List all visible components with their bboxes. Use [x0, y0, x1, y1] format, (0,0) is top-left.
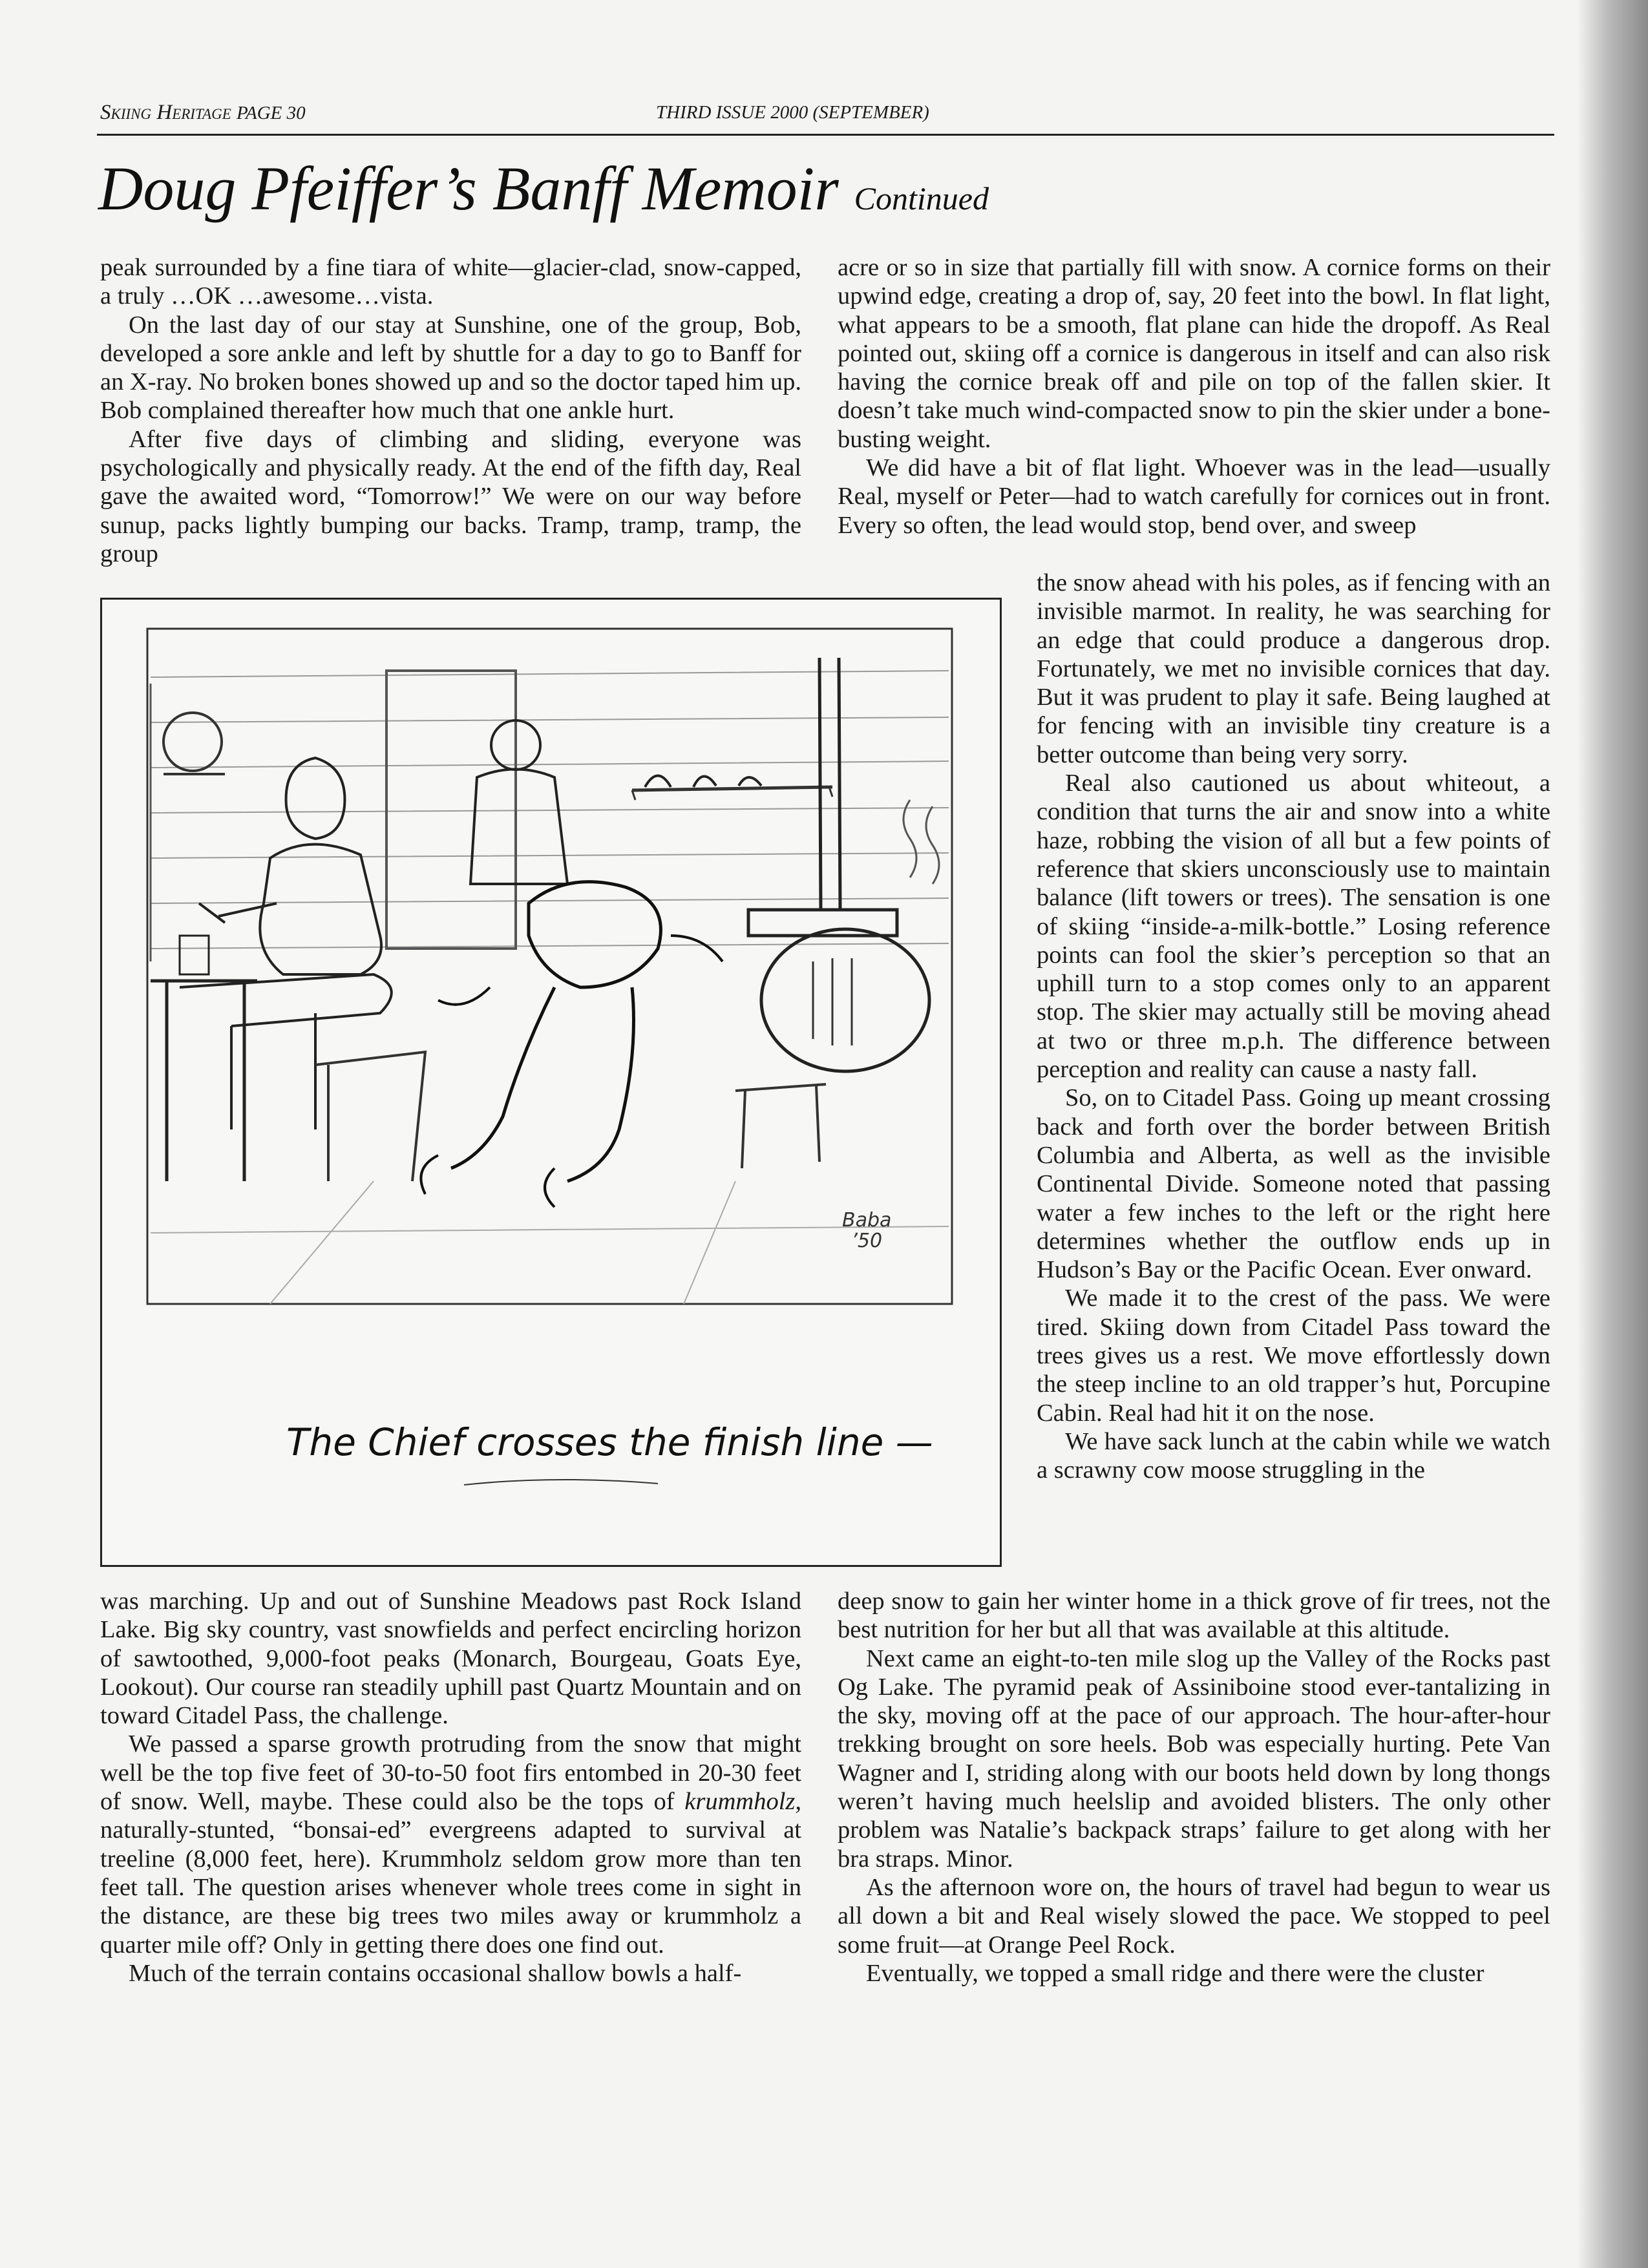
- paragraph: We made it to the crest of the pass. We were tired. Skiing down from Citadel Pass toward the trees gives us a rest. We move effortlessly down the steep incline to an old trapper’s hut, Porcupine Cabin. Real had hit it on the nose.: [1037, 1285, 1550, 1427]
- paragraph: As the afternoon wore on, the hours of travel had begun to wear us all down a bit and Real wisely slowed the pace. We stopped to peel some fruit—at Orange Peel Rock.: [838, 1873, 1550, 1958]
- paragraph: the snow ahead with his poles, as if fencing with an invisible marmot. In reality, he was searching for an edge that could produce a dangerous drop. Fortunately, we met no invisible cornices that day. But it was prudent to play it safe. Being laughed at for fencing with an invisible tiny creature is a better outcome than being very sorry.: [1037, 569, 1550, 768]
- paragraph: We passed a sparse growth protruding from the snow that might well be the top five feet of 30-to-50 foot firs entombed in 20-30 feet of snow. Well, maybe. These could also be the tops of krummholz, naturally-stunted, “bonsai-ed” evergreens adapted to survival at treeline (8,000 feet, here). Krummholz seldom grow more than ten feet tall. The question arises whenever whole trees come in sight in the distance, are these big trees two miles away or krummholz a quarter mile off? Only in getting there does one find out.: [100, 1730, 801, 1958]
- illustration-caption: The Chief crosses the finish line —: [286, 1420, 933, 1464]
- paragraph: Eventually, we topped a small ridge and there were the cluster: [866, 1959, 1484, 1987]
- page-edge-shadow: [1577, 0, 1648, 2268]
- paragraph: After five days of climbing and sliding, everyone was psychologically and physically ready. At the end of the fifth day, Real gave the awaited word, “Tomorrow!” We were on our way before sunup, packs lightly bumping our backs. Tramp, tramp, tramp, the group: [100, 425, 801, 567]
- paragraph: peak surrounded by a fine tiara of white—glacier-clad, snow-capped, a truly …OK …awesome…vista.: [100, 254, 801, 310]
- right-column-top: [838, 253, 1550, 540]
- running-header: [100, 97, 1554, 136]
- header-publication: Skiing Heritage PAGE 30: [100, 101, 306, 124]
- right-column-bottom: [838, 1587, 1550, 1988]
- header-rule: [97, 134, 1554, 136]
- paragraph: deep snow to gain her winter home in a thick grove of fir trees, not the best nutrition for her but all that was available at this altitude.: [838, 1588, 1550, 1644]
- paragraph: We have sack lunch at the cabin while we watch a scrawny cow moose struggling in the: [1037, 1427, 1550, 1484]
- paragraph: Real also cautioned us about whiteout, a condition that turns the air and snow into a white haze, robbing the vision of all but a few points of reference that skiers unconsciously use to maintain balance (lift towers or trees). The sensation is one of skiing “inside-a-milk-bottle.” Losing reference points can fool the skier’s perception so that an uphill turn to a stop comes only to an apparent stop. The skier may actually still be moving ahead at two or three m.p.h. The difference between perception and reality can cause a nasty fall.: [1037, 770, 1550, 1084]
- article-title: [98, 150, 1552, 237]
- paragraph: We did have a bit of flat light. Whoever was in the lead—usually Real, myself or Peter—had to watch carefully for cornices out in front. Every so often, the lead would stop, bend over, and sweep: [838, 454, 1550, 539]
- paragraph: On the last day of our stay at Sunshine, one of the group, Bob, developed a sore ankle and left by shuttle for a day to go to Banff for an X-ray. No broken bones showed up and so the doctor taped him up. Bob complained thereafter how much that one ankle hurt.: [100, 311, 801, 425]
- paragraph: Much of the terrain contains occasional shallow bowls a half-: [129, 1959, 742, 1987]
- paragraph: acre or so in size that partially fill with snow. A cornice forms on their upwind edge, creating a drop of, say, 20 feet into the bowl. In flat light, what appears to be a smooth, flat plane can hide the dropoff. As Real pointed out, skiing off a cornice is dangerous in itself and can also risk having the cornice break off and pile on top of the fallen skier. It doesn’t take much wind-compacted snow to pin the skier under a bone-busting weight.: [838, 254, 1550, 453]
- right-column-middle: [1037, 569, 1550, 1485]
- paragraph: Next came an eight-to-ten mile slog up the Valley of the Rocks past Og Lake. The pyramid peak of Assiniboine stood ever-tantalizing in the sky, moving off at the pace of our approach. The hour-after-hour trekking brought on sore heels. Bob was especially hurting. Pete Van Wagner and I, striding along with our boots held down by long thongs weren’t having much heelslip and avoided blisters. The only other problem was Natalie’s backpack straps’ failure to get along with her bra straps. Minor.: [838, 1644, 1550, 1873]
- paragraph: So, on to Citadel Pass. Going up meant crossing back and forth over the border between British Columbia and Alberta, as well as the invisible Continental Divide. Someone noted that passing water a few inches to the left or the right here determines whether the outflow ends up in Hudson’s Bay or the Pacific Ocean. Ever onward.: [1037, 1084, 1550, 1284]
- title-continued: Continued: [854, 180, 989, 216]
- illustration-signature: Baba ’50: [842, 1209, 892, 1252]
- header-issue: THIRD ISSUE 2000 (SEPTEMBER): [656, 102, 929, 123]
- title-main: Doug Pfeiffer’s Banff Memoir: [98, 154, 839, 223]
- illustration-figure: [100, 598, 1002, 1567]
- emphasis-krummholz: krummholz,: [684, 1788, 801, 1816]
- paragraph: was marching. Up and out of Sunshine Meadows past Rock Island Lake. Big sky country, vast snowfields and perfect encircling horizon of sawtoothed, 9,000-foot peaks (Monarch, Bourgeau, Goats Eye, Lookout). Our course ran steadily uphill past Quartz Mountain and on toward Citadel Pass, the challenge.: [100, 1588, 801, 1730]
- left-column-bottom: [100, 1587, 801, 1988]
- left-column-top: [100, 253, 801, 568]
